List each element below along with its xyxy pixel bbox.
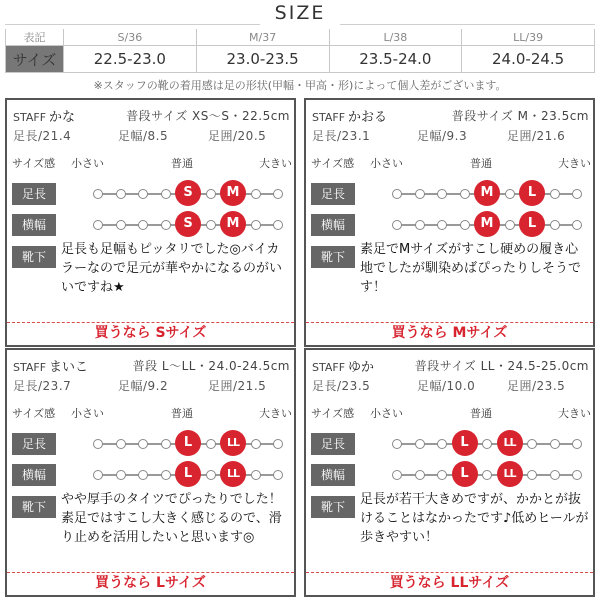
staff-comment: 足長も足幅もピッタリでした◎バイカラーなので足元が華やかになるのがいいですね★ [61, 242, 283, 295]
scale-dot [437, 439, 447, 449]
staff-label: STAFF [13, 111, 47, 124]
size-chart-tag: LL/39 [462, 29, 595, 46]
scale-dot [505, 189, 515, 199]
size-feel-label: サイズ感 [311, 157, 355, 170]
fit-marker: M [474, 211, 500, 237]
staff-name: かな [49, 110, 76, 125]
scale-dot [572, 220, 582, 230]
recommended-size: 買うなら LLサイズ [306, 572, 593, 593]
scale-dot [415, 439, 425, 449]
scale-dot [460, 189, 470, 199]
foot-width: 足幅/9.2 [118, 379, 169, 393]
scale-dot [93, 439, 103, 449]
scale-dot [116, 470, 126, 480]
scale-small-label: 小さい [71, 407, 104, 420]
size-chart-header-label: 表記 [6, 29, 64, 46]
fit-marker: L [452, 461, 478, 487]
scale-dot [251, 220, 261, 230]
size-chart-row-label: サイズ [6, 46, 64, 73]
scale-dot [116, 220, 126, 230]
size-chart-range: 22.5-23.0 [64, 46, 197, 73]
foot-width: 足幅/9.3 [417, 129, 468, 143]
scale-dot [138, 189, 148, 199]
foot-girth: 足囲/20.5 [208, 129, 267, 143]
fit-marker: M [220, 180, 246, 206]
scale-dot [251, 439, 261, 449]
length-row-tag: 足長 [12, 183, 56, 205]
staff-label: STAFF [312, 361, 346, 374]
staff-header [13, 106, 290, 125]
usual-size: 普段サイズ XS〜S・22.5cm [126, 109, 290, 123]
fit-marker: L [519, 211, 545, 237]
foot-length: 足長/23.5 [312, 379, 371, 393]
foot-girth: 足囲/21.6 [507, 129, 566, 143]
fit-marker: S [175, 211, 201, 237]
fit-marker: LL [220, 430, 246, 456]
scale-dot [392, 220, 402, 230]
scale-dot [273, 439, 283, 449]
width-fit-scale [93, 218, 283, 232]
scale-small-label: 小さい [370, 407, 403, 420]
staff-header [312, 106, 589, 125]
length-fit-scale [93, 187, 283, 201]
foot-length: 足長/23.7 [13, 379, 72, 393]
scale-large-label: 大きい [558, 407, 591, 420]
recommended-size: 買うなら Mサイズ [306, 322, 593, 343]
usual-size: 普段サイズ M・23.5cm [451, 109, 589, 123]
foot-girth: 足囲/23.5 [507, 379, 566, 393]
fit-marker: L [519, 180, 545, 206]
size-chart-range: 23.0-23.5 [196, 46, 329, 73]
size-chart-tag: M/37 [196, 29, 329, 46]
scale-dot [550, 439, 560, 449]
size-title: SIZE [274, 2, 326, 24]
size-feel-label: サイズ感 [12, 407, 56, 420]
scale-dot [93, 189, 103, 199]
scale-normal-label: 普通 [470, 407, 492, 420]
size-chart-tag: S/36 [64, 29, 197, 46]
staff-card [5, 98, 296, 347]
scale-dot [572, 470, 582, 480]
foot-girth: 足囲/21.5 [208, 379, 267, 393]
usual-size: 普段 L〜LL・24.0-24.5cm [132, 359, 290, 373]
socks-row-tag: 靴下 [12, 496, 56, 518]
scale-large-label: 大きい [259, 157, 292, 170]
fit-disclaimer-note: ※スタッフの靴の着用感は足の形状(甲幅・甲高・形)によって個人差がございます。 [93, 79, 507, 92]
scale-dot [93, 220, 103, 230]
staff-header [312, 356, 589, 375]
scale-dot [161, 439, 171, 449]
size-chart-header-row [6, 29, 595, 46]
socks-row-tag: 靴下 [311, 496, 355, 518]
scale-small-label: 小さい [71, 157, 104, 170]
socks-row-tag: 靴下 [12, 246, 56, 268]
width-fit-scale [392, 218, 582, 232]
scale-dot [161, 470, 171, 480]
length-row-tag: 足長 [311, 183, 355, 205]
fit-marker: L [175, 461, 201, 487]
scale-dot [206, 220, 216, 230]
width-fit-scale [93, 468, 283, 482]
scale-dot [482, 470, 492, 480]
staff-card [304, 98, 595, 347]
scale-dot [415, 189, 425, 199]
fit-marker: M [474, 180, 500, 206]
foot-length: 足長/23.1 [312, 129, 371, 143]
staff-comment: やや厚手のタイツでぴったりでした！素足ではすこし大きく感じるので、滑り止めを活用したいと思います◎ [61, 492, 282, 545]
scale-dot [572, 189, 582, 199]
staff-comment: 足長が若干大きめですが、かかとが抜けることはなかったです♪低めヒールが歩きやすい！ [360, 492, 589, 545]
scale-dot [550, 220, 560, 230]
staff-name: ゆか [348, 360, 375, 375]
title-rule-right [340, 24, 595, 25]
scale-dot [415, 470, 425, 480]
size-chart-tag: L/38 [329, 29, 462, 46]
scale-dot [572, 439, 582, 449]
size-feel-label: サイズ感 [12, 157, 56, 170]
scale-dot [392, 439, 402, 449]
size-chart-range: 23.5-24.0 [329, 46, 462, 73]
scale-dot [93, 470, 103, 480]
scale-dot [460, 220, 470, 230]
width-row-tag: 横幅 [12, 464, 56, 486]
scale-large-label: 大きい [558, 157, 591, 170]
staff-header [13, 356, 290, 375]
scale-small-label: 小さい [370, 157, 403, 170]
fit-marker: LL [220, 461, 246, 487]
scale-dot [138, 220, 148, 230]
width-row-tag: 横幅 [311, 214, 355, 236]
length-row-tag: 足長 [311, 433, 355, 455]
length-fit-scale [392, 437, 582, 451]
scale-dot [206, 189, 216, 199]
scale-dot [550, 470, 560, 480]
scale-dot [392, 189, 402, 199]
size-feel-label: サイズ感 [311, 407, 355, 420]
staff-label: STAFF [13, 361, 47, 374]
scale-large-label: 大きい [259, 407, 292, 420]
size-chart-value-row [6, 46, 595, 73]
fit-marker: LL [497, 430, 523, 456]
length-row-tag: 足長 [12, 433, 56, 455]
staff-name: まいこ [49, 360, 89, 375]
scale-dot [505, 220, 515, 230]
scale-dot [482, 439, 492, 449]
scale-dot [437, 470, 447, 480]
staff-label: STAFF [312, 111, 346, 124]
scale-dot [206, 439, 216, 449]
width-row-tag: 横幅 [311, 464, 355, 486]
title-rule-left [5, 24, 260, 25]
scale-dot [251, 470, 261, 480]
usual-size: 普段サイズ LL・24.5-25.0cm [414, 359, 589, 373]
scale-normal-label: 普通 [171, 407, 193, 420]
scale-dot [138, 439, 148, 449]
scale-dot [527, 470, 537, 480]
scale-dot [550, 189, 560, 199]
size-chart-range: 24.0-24.5 [462, 46, 595, 73]
recommended-size: 買うなら Lサイズ [7, 572, 294, 593]
staff-card [304, 348, 595, 597]
scale-dot [273, 470, 283, 480]
scale-dot [161, 189, 171, 199]
length-fit-scale [93, 437, 283, 451]
length-fit-scale [392, 187, 582, 201]
scale-dot [206, 470, 216, 480]
staff-name: かおる [348, 110, 388, 125]
fit-marker: L [452, 430, 478, 456]
fit-marker: M [220, 211, 246, 237]
scale-dot [437, 189, 447, 199]
foot-length: 足長/21.4 [13, 129, 72, 143]
width-row-tag: 横幅 [12, 214, 56, 236]
scale-dot [392, 470, 402, 480]
scale-dot [161, 220, 171, 230]
scale-dot [273, 189, 283, 199]
scale-dot [415, 220, 425, 230]
scale-normal-label: 普通 [470, 157, 492, 170]
scale-dot [251, 189, 261, 199]
foot-width: 足幅/10.0 [417, 379, 476, 393]
size-chart-table [5, 29, 595, 73]
scale-normal-label: 普通 [171, 157, 193, 170]
foot-width: 足幅/8.5 [118, 129, 169, 143]
scale-dot [116, 189, 126, 199]
scale-dot [437, 220, 447, 230]
staff-card [5, 348, 296, 597]
scale-dot [116, 439, 126, 449]
scale-dot [527, 439, 537, 449]
width-fit-scale [392, 468, 582, 482]
fit-marker: LL [497, 461, 523, 487]
scale-dot [273, 220, 283, 230]
socks-row-tag: 靴下 [311, 246, 355, 268]
recommended-size: 買うなら Sサイズ [7, 322, 294, 343]
scale-dot [138, 470, 148, 480]
staff-comment: 素足でMサイズがすこし硬めの履き心地でしたが馴染めばぴったりしそうです！ [360, 242, 582, 295]
fit-marker: L [175, 430, 201, 456]
fit-marker: S [175, 180, 201, 206]
